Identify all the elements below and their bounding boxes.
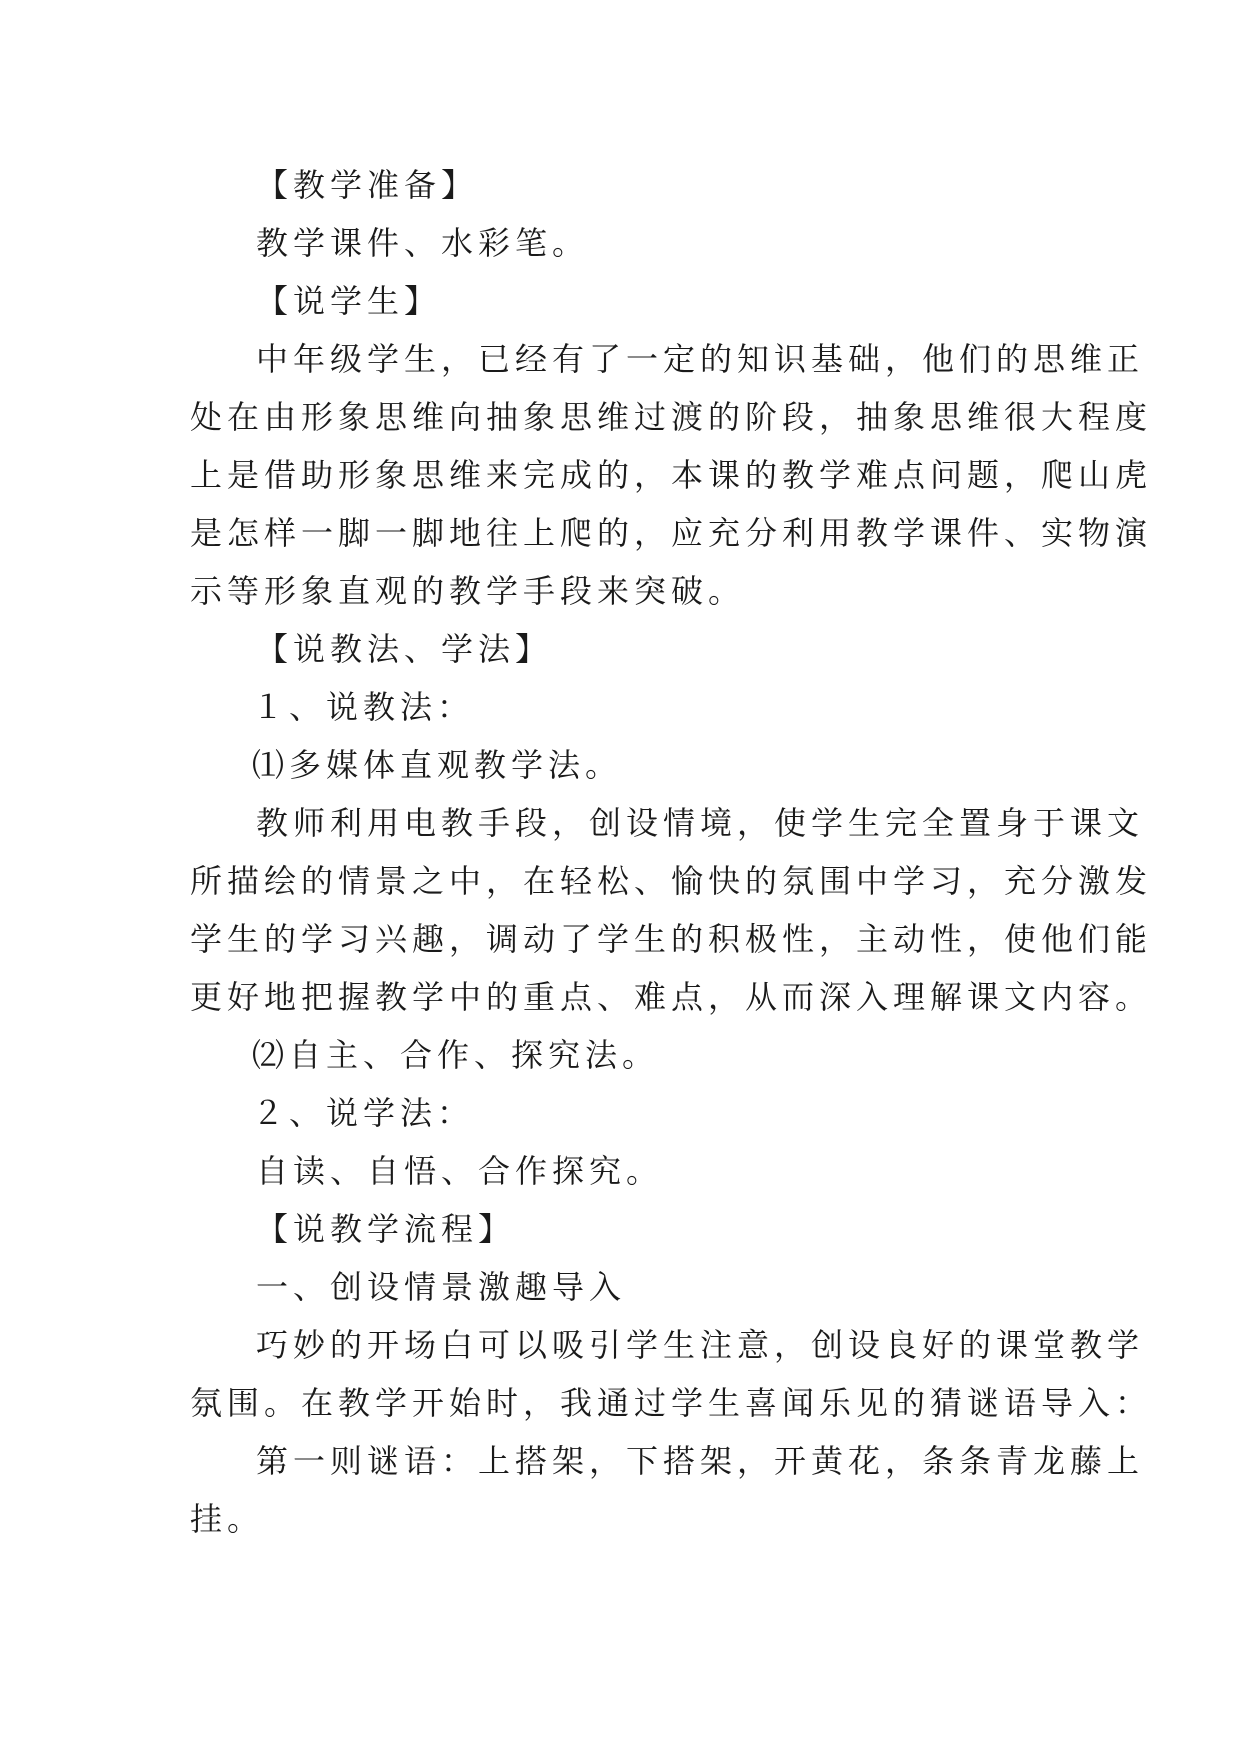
- heading-students: 【说学生】: [256, 282, 442, 320]
- heading-preparation: 【教学准备】: [256, 166, 479, 204]
- step-one: 一、创设情景激趣导入: [256, 1268, 627, 1306]
- heading-process: 【说教学流程】: [256, 1210, 516, 1248]
- heading-methods: 【说教法、学法】: [256, 630, 553, 668]
- intro-line: 巧妙的开场白可以吸引学生注意，创设良好的课堂教学: [256, 1326, 1145, 1364]
- method-one-line: 更好地把握教学中的重点、难点，从而深入理解课文内容。: [190, 978, 1153, 1016]
- riddle-line: 第一则谜语：上搭架，下搭架，开黄花，条条青龙藤上: [256, 1442, 1145, 1480]
- students-line: 中年级学生，已经有了一定的知识基础，他们的思维正: [256, 340, 1145, 378]
- preparation-text: 教学课件、水彩笔。: [256, 224, 590, 262]
- intro-line: 氛围。在教学开始时，我通过学生喜闻乐见的猜谜语导入：: [190, 1384, 1153, 1422]
- method-two: ⑵自主、合作、探究法。: [252, 1036, 660, 1074]
- teaching-method-title: １、说教法：: [252, 688, 475, 726]
- learning-method-title: ２、说学法：: [252, 1094, 475, 1132]
- students-line: 上是借助形象思维来完成的，本课的教学难点问题，爬山虎: [190, 456, 1153, 494]
- method-one: ⑴多媒体直观教学法。: [252, 746, 623, 784]
- method-one-line: 教师利用电教手段，创设情境，使学生完全置身于课文: [256, 804, 1145, 842]
- students-line: 处在由形象思维向抽象思维过渡的阶段，抽象思维很大程度: [190, 398, 1153, 436]
- method-one-line: 所描绘的情景之中，在轻松、愉快的氛围中学习，充分激发: [190, 862, 1153, 900]
- method-one-line: 学生的学习兴趣，调动了学生的积极性，主动性，使他们能: [190, 920, 1153, 958]
- students-line: 示等形象直观的教学手段来突破。: [190, 572, 746, 610]
- riddle-line: 挂。: [190, 1500, 265, 1538]
- students-line: 是怎样一脚一脚地往上爬的，应充分利用教学课件、实物演: [190, 514, 1153, 552]
- learning-method-text: 自读、自悟、合作探究。: [256, 1152, 664, 1190]
